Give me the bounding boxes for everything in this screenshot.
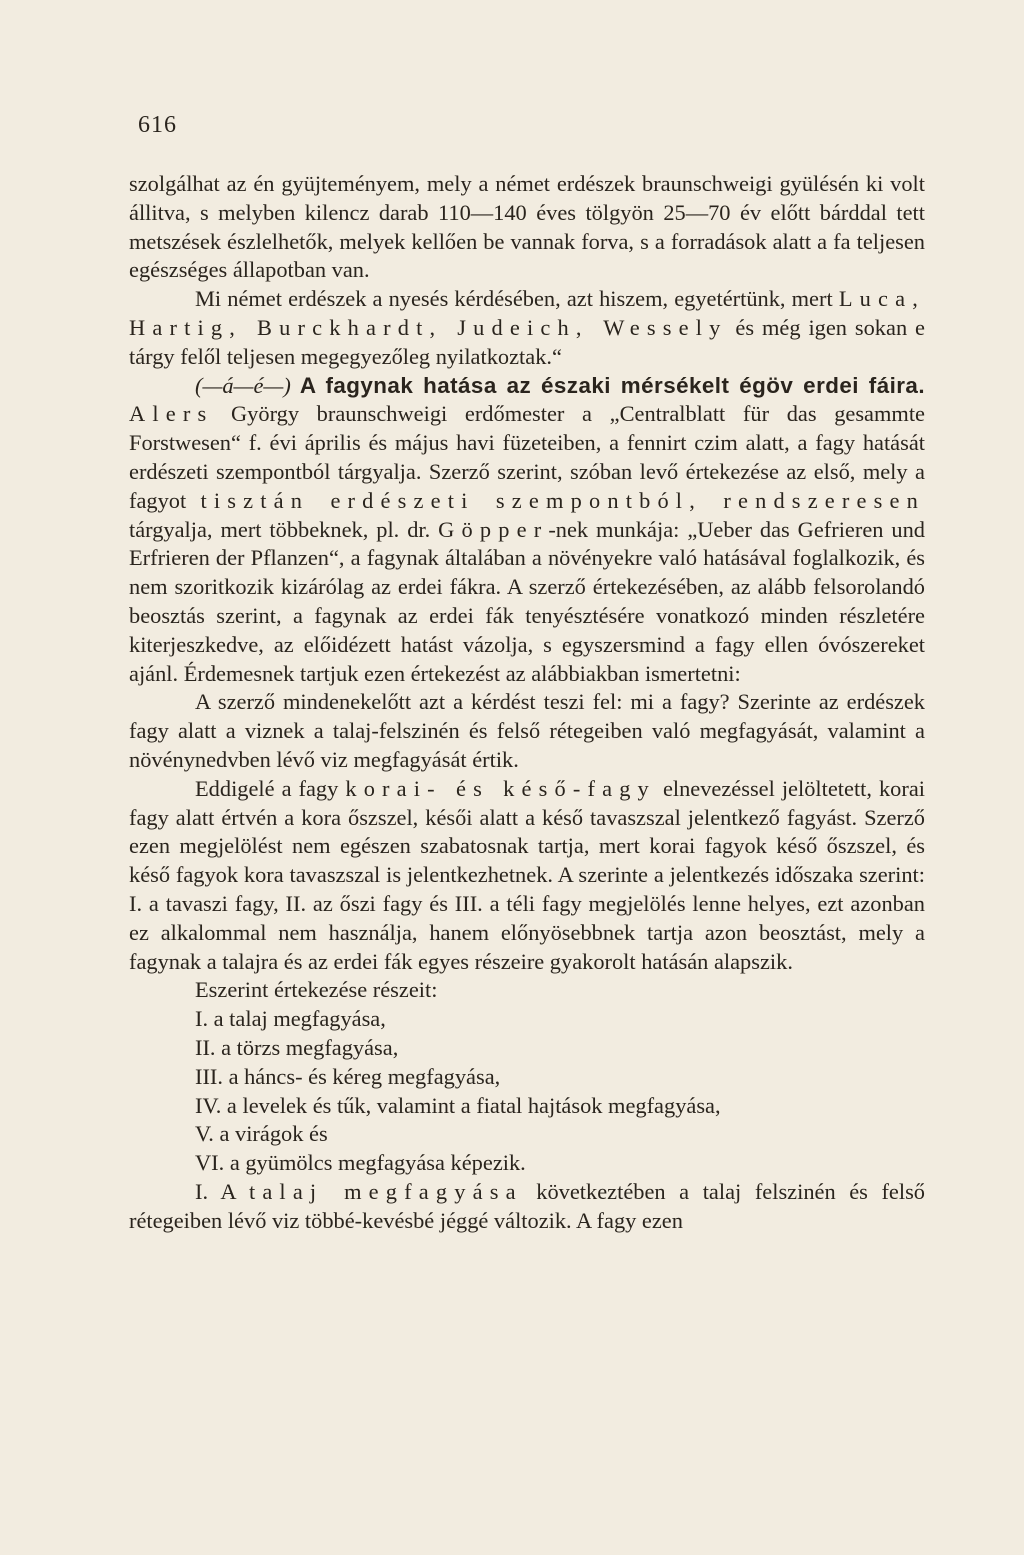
paragraph-3-text-b: tárgyalja, mert többeknek, pl. dr. <box>129 516 439 542</box>
paragraph-5-text-a: Eddigelé a fagy <box>195 775 346 801</box>
spaced-author-names: Luca, Hartig, Burckhardt, Judeich, Wessely <box>129 286 925 340</box>
paragraph-3 <box>129 372 925 689</box>
list-item: I. a talaj megfagyása, <box>195 1006 386 1032</box>
paragraph-5 <box>129 775 925 977</box>
paragraph-2-text-b: és még igen sokan e tárgy felől teljesen megegyezőleg nyilatkoztak.“ <box>129 314 925 369</box>
section-list <box>129 1005 925 1178</box>
list-item: III. a háncs- és kéreg megfagyása, <box>195 1063 501 1089</box>
article-heading: A fagynak hatása az északi mérsékelt égöv erdei fáira. <box>290 372 925 398</box>
paragraph-7-text-b: következtében a talaj felszinén és felső rétegeiben lévő viz többé-kevésbé jéggé változik. A fagy ezen <box>129 1178 926 1233</box>
paragraph-7-text-a: I. A <box>195 1178 249 1204</box>
body-text <box>129 170 925 1235</box>
paragraph-7 <box>129 1178 925 1236</box>
paragraph-4: A szerző mindenekelőtt azt a kérdést teszi fel: mi a fagy? Szerinte az erdészek fagy alatt a viznek a talaj-felszinén és felső rétegeiben való megfagyását, valamint a növénynedvben lévő viz megfagyását értik. <box>129 689 925 772</box>
paragraph-6: Eszerint értekezése részeit: <box>195 977 438 1003</box>
spaced-emphasis-frost: korai- és késő-fagy <box>345 775 656 801</box>
author-name: Alers <box>129 401 214 427</box>
list-item: II. a törzs megfagyása, <box>195 1034 399 1060</box>
paragraph-5-text-b: elnevezéssel jelöltetett, korai fagy alatt értvén a kora őszszel, késői alatt a késő tavaszszal jelentkező fagyást. Szerző ezen megjelölést nem egészen szabatosnak tartja, mert korai fagyok késő őszszel, és késő fagyok kora tavaszszal is jelentkezhetnek. A szerinte a jelentkezés időszaka szerint: I. a tavaszi fagy, II. az őszi fagy és III. a téli fagy megjelölés lenne helyes, ezt azonban ez alkalommal nem használja, hanem előnyösebbnek tartja azon beosztást, mely a fagynak a talajra és az erdei fák egyes részeire gyakorolt hatásán alapszik. <box>129 775 925 974</box>
list-item: V. a virágok és <box>195 1121 328 1147</box>
spaced-emphasis-soil: talaj megfagyása <box>248 1178 523 1204</box>
paragraph-2-text-a: Mi német erdészek a nyesés kérdésében, azt hiszem, egyetértünk, mert <box>195 286 839 312</box>
author-name-2: Göpper <box>438 516 549 542</box>
paragraph-2 <box>129 285 925 371</box>
paragraph-3-text-c: -nek munkája: „Ueber das Gefrieren und Erfrieren der Pflanzen“, a fagynak általában a növényekre való hatásával foglalkozik, és nem szoritkozik kizárólag az erdei fákra. A szerző értekezésében, az alább felsorolandó beosztás szerint, a fagynak az erdei fák tenyésztésére vonatkozó minden részletére kiterjeszkedve, az előidézett hatást vázolja, s egyszersmind a fagy ellen óvószereket ajánl. Érdemesnek tartjuk ezen értekezést az alábbiakban ismertetni: <box>129 516 925 686</box>
page-number: 616 <box>138 112 177 138</box>
signature: (—á—é—) <box>195 372 291 398</box>
list-item: IV. a levelek és tűk, valamint a fiatal hajtások megfagyása, <box>195 1092 721 1118</box>
list-item: VI. a gyümölcs megfagyása képezik. <box>195 1150 526 1176</box>
paragraph-3-text-a: György braunschweigi erdőmester a „Centralblatt für das gesammte Forstwesen“ f. évi április és május havi füzeteiben, a fennirt czim alatt, a fagy hatását erdészeti szempontból tárgyalja. Szerző szerint, szóban levő értekezése az első, mely a fagyot <box>129 401 925 513</box>
paragraph-1: szolgálhat az én gyüjteményem, mely a német erdészek braunschweigi gyülésén ki volt állitva, s melyben kilencz darab 110—140 éves tölgyön 25—70 év előtt bárddal tett metszések észlelhetők, melyek kellően be vannak forva, s a forradások alatt a fa teljesen egészséges állapotban van. <box>129 171 925 283</box>
spaced-emphasis: tisztán erdészeti szempontból, rendszeresen <box>200 487 925 513</box>
